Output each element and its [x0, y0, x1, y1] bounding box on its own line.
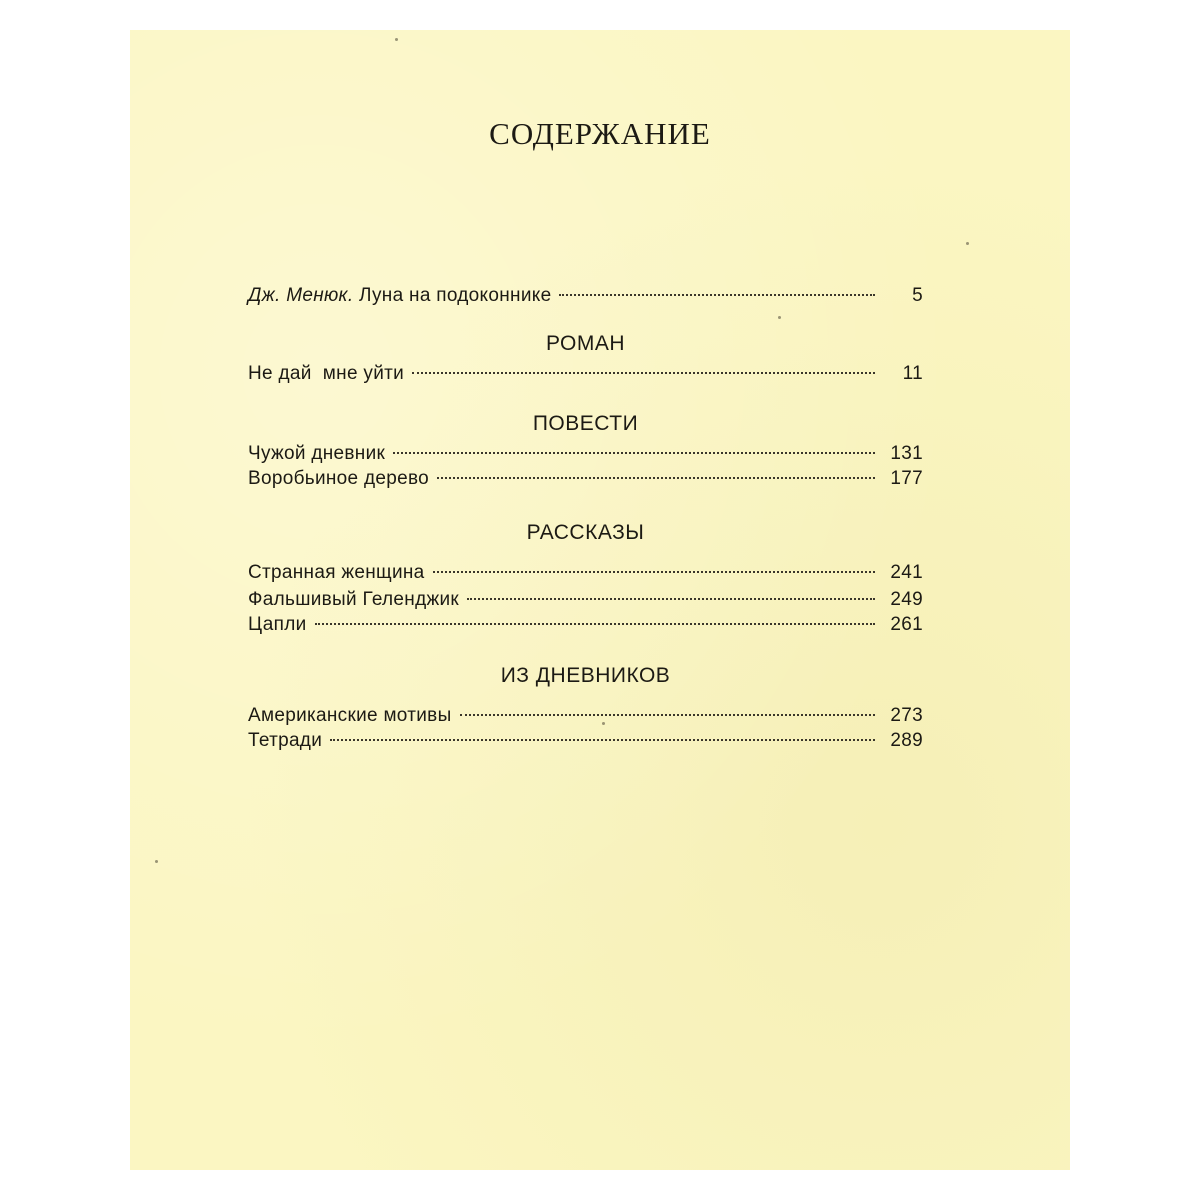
toc-entry-page: 177: [890, 468, 923, 489]
section-heading-stories: РАССКАЗЫ: [526, 521, 645, 544]
toc-entry-title: Чужой дневник: [248, 443, 386, 464]
section-heading-novellas: ПОВЕСТИ: [532, 412, 639, 435]
toc-entry-title: Фальшивый Геленджик: [248, 589, 460, 610]
toc-entry: [248, 588, 923, 613]
toc-entry-title: Странная женщина: [248, 562, 425, 583]
leader-dots: [393, 452, 875, 454]
toc-entry: [248, 442, 923, 467]
toc-entry-title: Не дай мне уйти: [248, 363, 405, 384]
leader-dots: [433, 571, 875, 573]
toc-entry-author: Дж. Менюк.: [248, 285, 354, 306]
leader-dots: [437, 477, 875, 479]
toc-entry-page: 241: [890, 562, 923, 583]
toc-entry: [248, 613, 923, 638]
toc-entry-page: 11: [902, 363, 923, 384]
toc-entry-title: Тетради: [248, 730, 323, 751]
leader-dots: [330, 739, 875, 741]
toc-entry: [248, 561, 923, 586]
toc-entry-page: 289: [890, 730, 923, 751]
paper-speck: [395, 38, 398, 41]
leader-dots: [315, 623, 875, 625]
toc-entry-page: 273: [890, 705, 923, 726]
toc-entry-page: 261: [890, 614, 923, 635]
page-title: СОДЕРЖАНИЕ: [489, 116, 711, 151]
toc-entry-title: Цапли: [248, 614, 307, 635]
toc-entry-label: [248, 284, 551, 308]
book-page: [130, 30, 1070, 1170]
toc-entry-title: Американские мотивы: [248, 705, 452, 726]
toc-entry: [248, 704, 923, 729]
leader-dots: [412, 372, 875, 374]
leader-dots: [460, 714, 875, 716]
section-heading-diaries: ИЗ ДНЕВНИКОВ: [500, 664, 671, 687]
leader-dots: [467, 598, 875, 600]
toc-entry-page: 249: [890, 589, 923, 610]
toc-entry: [248, 729, 923, 754]
table-of-contents: [248, 284, 923, 754]
toc-entry-page: 5: [912, 285, 923, 306]
section-heading-novel: РОМАН: [545, 332, 626, 355]
paper-speck: [966, 242, 969, 245]
toc-entry: [248, 467, 923, 492]
toc-entry-intro: [248, 284, 923, 309]
paper-speck: [155, 860, 158, 863]
toc-entry-title: Воробьиное дерево: [248, 468, 430, 489]
toc-entry-page: 131: [890, 443, 923, 464]
toc-entry-title: Луна на подоконнике: [359, 285, 552, 306]
toc-entry: [248, 362, 923, 387]
leader-dots: [559, 294, 875, 296]
